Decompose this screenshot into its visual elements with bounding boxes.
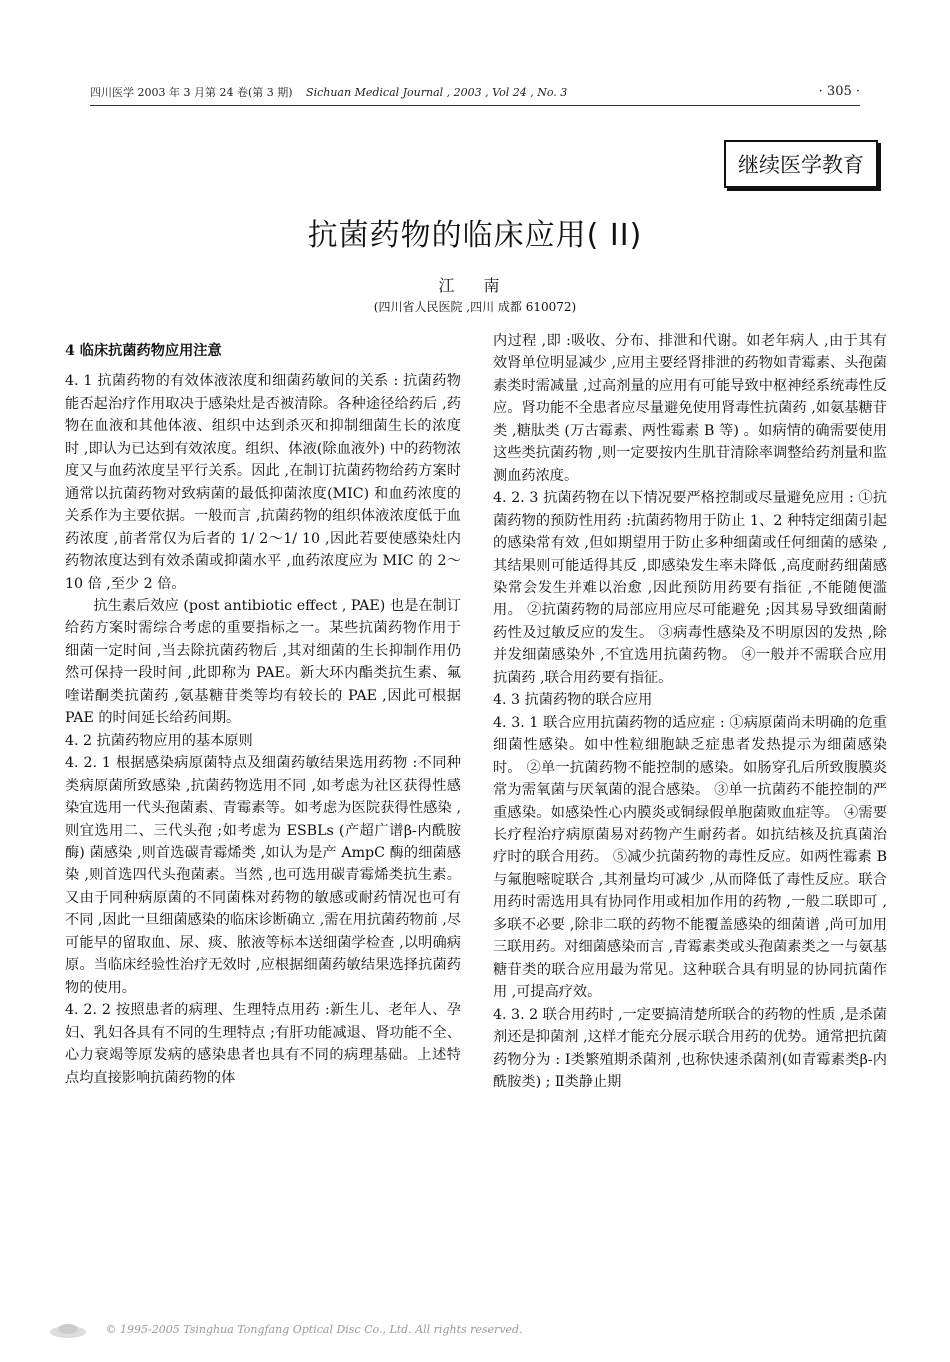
journal-cn: 四川医学 2003 年 3 月第 24 卷(第 3 期) (90, 86, 293, 99)
paragraph-pae: 抗生素后效应 (post antibiotic effect , PAE) 也是在制订给药方案时需综合考虑的重要指标之一。某些抗菌药物作用于细菌一定时间 ,当去除抗菌药物后 ,其对细菌的生长抑制作用仍然可保持一段时间 ,此即称为 PAE。新大环内酯类抗生素、氟喹诺酮类抗菌药 ,氨基糖苷类等均有较长的 PAE ,因此可根据 PAE 的时间延长给药间期。 (65, 597, 461, 727)
article-title: 抗菌药物的临床应用( II) (307, 218, 643, 253)
paragraph-4-2-2: 4. 2. 2 按照患者的病理、生理特点用药 :新生儿、老年人、孕妇、乳妇各具有不同的生理特点 ;有肝功能减退、肾功能不全、心力衰竭等原发病的感染患者也具有不同的病理基础。上述特点均直接影响抗菌药物的体 (65, 1002, 461, 1086)
paragraph-4-2-3: 4. 2. 3 抗菌药物在以下情况要严格控制或尽量避免应用 : ①抗菌药物的预防性用药 :抗菌药物用于防止 1、2 种特定细菌引起的感染常有效 ,但如期望用于防止多种细菌或任何细菌的感染 ,其结果则可能适得其反 ,即感染发生率未降低 ,高度耐药细菌感染常会发生并难以治愈 ,因此预防用药要有指征 ,不能随便滥用。 ②抗菌药物的局部应用应尽可能避免 ;因其易导致细菌耐药性及过敏反应的发生。 ③病毒性感染及不明原因的发热 ,除并发细菌感染外 ,不宜选用抗菌药物。 ④一般并不需联合应用抗菌药 ,联合用药要有指征。 (493, 490, 887, 686)
section-heading-4-2: 4. 2 抗菌药物应用的基本原则 (65, 732, 253, 749)
publisher-logo-icon (48, 1320, 88, 1340)
right-column (493, 330, 887, 1093)
left-column (65, 340, 461, 1089)
author: 江 南 (438, 276, 512, 295)
copyright-footer (48, 1320, 523, 1340)
page-number: · 305 · (818, 84, 860, 99)
journal-citation (90, 84, 567, 100)
section-heading-4-3: 4. 3 抗菌药物的联合应用 (493, 692, 653, 709)
header-rule (90, 105, 860, 106)
journal-en: Sichuan Medical Journal , 2003 , Vol 24 , No. 3 (306, 86, 568, 99)
paragraph-4-1: 4. 1 抗菌药物的有效体液浓度和细菌药敏间的关系 : 抗菌药物能否起治疗作用取决于感染灶是否被清除。各种途径给药后 ,药物在血液和其他体液、组织中达到杀灭和抑制细菌生长的浓度时 ,即认为已达到有效浓度。组织、体液(除血液外) 中的药物浓度又与血药浓度呈平行关系。因此 ,在制订抗菌药物给药方案时通常以抗菌药物对致病菌的最低抑菌浓度(MIC) 和血药浓度的关系作为主要依据。一般而言 ,抗菌药物的组织体液浓度低于血药浓度 ,前者常仅为后者的 1/ 2～1/ 10 ,因此若要使感染灶内药物浓度达到有效杀菌或抑菌水平 ,血药浓度应为 MIC 的 2～10 倍 ,至少 2 倍。 (65, 373, 461, 592)
copyright-text: © 1995-2005 Tsinghua Tongfang Optical Disc Co., Ltd. All rights reserved. (105, 1323, 523, 1336)
affiliation: (四川省人民医院 ,四川 成都 610072) (373, 300, 577, 314)
section-label: 继续医学教育 (724, 140, 878, 188)
running-header (90, 84, 860, 104)
paragraph-4-3-1: 4. 3. 1 联合应用抗菌药物的适应症 : ①病原菌尚未明确的危重细菌性感染。如中性粒细胞缺乏症患者发热提示为细菌感染时。 ②单一抗菌药物不能控制的感染。如肠穿孔后所致腹膜炎常为需氧菌与厌氧菌的混合感染。 ③单一抗菌药不能控制的严重感染。如感染性心内膜炎或铜绿假单胞菌败血症等。 ④需要长疗程治疗病原菌易对药物产生耐药者。如抗结核及抗真菌治疗时的联合用药。 ⑤减少抗菌药物的毒性反应。如两性霉素 B 与氟胞嘧啶联合 ,其剂量均可减少 ,从而降低了毒性反应。联合用药时需选用具有协同作用或相加作用的药物 ,一般二联即可 ,多联不必要 ,除非二联的药物不能覆盖感染的细菌谱 ,尚可加用三联用药。对细菌感染而言 ,青霉素类或头孢菌素类之一与氨基糖苷类的联合应用最为常见。这种联合具有明显的协同抗菌作用 ,可提高疗效。 (493, 714, 887, 1001)
paragraph-4-2-1: 4. 2. 1 根据感染病原菌特点及细菌药敏结果选用药物 :不同种类病原菌所致感染 ,抗菌药物选用不同 ,如考虑为社区获得性感染宜选用一代头孢菌素、青霉素等。如考虑为医院获得性感染 ,则宜选用二、三代头孢 ;如考虑为 ESBLs (产超广谱β-内酰胺酶) 菌感染 ,则首选碳青霉烯类 ,如认为是产 AmpC 酶的细菌感染 ,则首选四代头孢菌素。当然 ,也可选用碳青霉烯类抗生素。又由于同种病原菌的不同菌株对药物的敏感或耐药情况也可有不同 ,因此一旦细菌感染的临床诊断确立 ,需在用抗菌药物前 ,尽可能早的留取血、尿、痰、脓液等标本送细菌学检查 ,以明确病原。当临床经验性治疗无效时 ,应根据细菌药敏结果选择抗菌药物的使用。 (65, 755, 461, 996)
paragraph-4-2-2-cont: 内过程 ,即 :吸收、分布、排泄和代谢。如老年病人 ,由于其有效肾单位明显减少 ,应用主要经肾排泄的药物如青霉素、头孢菌素类时需减量 ,过高剂量的应用有可能导致中枢神经系统毒性反应。肾功能不全患者应尽量避免使用肾毒性抗菌药 ,如氨基糖苷类 ,糖肽类 (万古霉素、两性霉素 B 等) 。如病情的确需要使用这些类抗菌药物 ,则一定要按内生肌苷清除率调整给药剂量和监测血药浓度。 (493, 333, 887, 484)
paragraph-4-3-2: 4. 3. 2 联合用药时 ,一定要搞清楚所联合的药物的性质 ,是杀菌剂还是抑菌剂 ,这样才能充分展示联合用药的优势。通常把抗菌药物分为 : Ⅰ类繁殖期杀菌剂 ,也称快速杀菌剂(如青霉素类β-内酰胺类) ; Ⅱ类静止期 (493, 1006, 887, 1090)
section-heading-4: 4 临床抗菌药物应用注意 (65, 343, 222, 359)
